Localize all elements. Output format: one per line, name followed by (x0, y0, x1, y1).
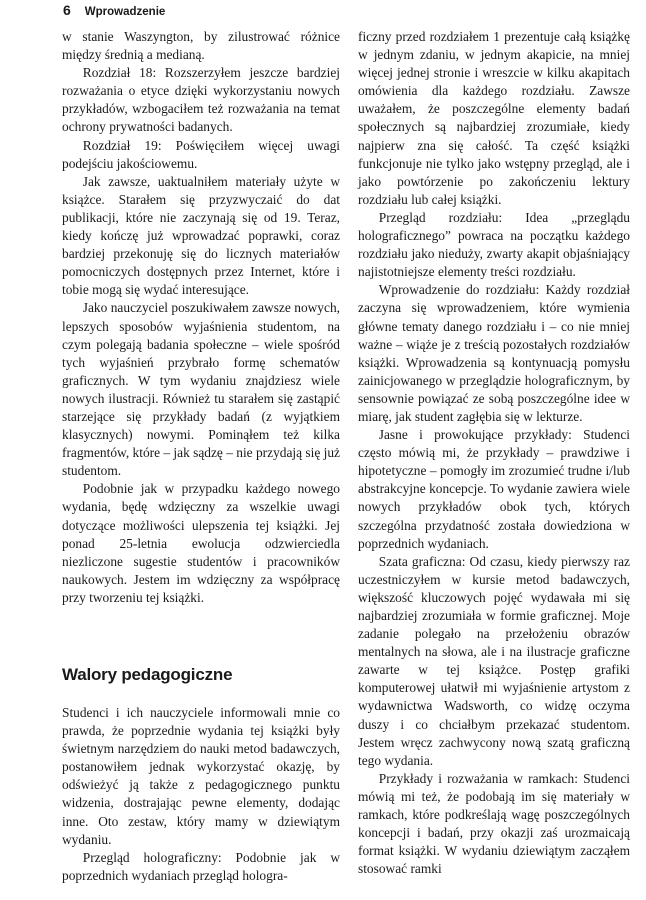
paragraph: ficzny przed rozdziałem 1 prezentuje całą książkę w jednym zdaniu, w jednym akapicie, na mniej więcej jednej stronie i wreszcie w kilku akapitach omówienia dla każdego rozdziału. Zawsze uważałem, że poszczególne elementy badań społecznych są najbardziej zrozumiałe, kiedy najpierw zna się całość. Ta część książki funkcjonuje nie tylko jako wstępny przegląd, ale i jako powtórzenie po zakończeniu lektury rozdziału lub całej książki. (358, 29, 630, 207)
paragraph: w stanie Waszyngton, by zilustrować różnice między średnią a medianą. (62, 29, 340, 63)
paragraph: Przykłady i rozważania w ramkach: Studenci mówią mi też, że podobają im się materiały w ramkach, które podkreślają wagę poszczególnych koncepcji i badań, przy okazji zaś urozmaicają format książki. W wydaniu dziewiątym zacząłem stosować ramki (358, 770, 630, 877)
paragraph: Podobnie jak w przypadku każdego nowego wydania, będę wdzięczny za wszelkie uwagi dotyczące możliwości ulepszenia tej książki. Jej ponad 25-letnia ewolucja odzwierciedla niezliczone sugestie studentów i pracowników naukowych. Jestem im wdzięczny za współpracę przy tworzeniu tej książki. (62, 481, 340, 605)
paragraph: Wprowadzenie do rozdziału: Każdy rozdział zaczyna się wprowadzeniem, które wymienia główne tematy danego rozdziału i – co nie mniej ważne – wiąże je z treścią pozostałych rozdziałów książki. Wprowadzenia są kontynuacją pomysłu zainicjowanego w przeglądzie holograficznym, by sensownie powiązać ze sobą poszczególne idee w miarę, jak student zagłębia się w lekturze. (358, 282, 630, 424)
running-head: Wprowadzenie (84, 6, 166, 18)
page-header (63, 2, 165, 20)
page-number: 6 (63, 2, 71, 18)
paragraph: Szata graficzna: Od czasu, kiedy pierwszy raz uczestniczyłem w kursie metod badawczych, większość kluczowych pojęć wydawała mi się najbardziej zrozumiała w formie graficznej. Moje zadanie polegało na przełożeniu obrazów mentalnych na słowa, ale i na ilustracje graficzne zawarte w tej książce. Postęp grafiki komputerowej ułatwił mi wyjaśnienie artystom z wydawnictwa Wadsworth, co widzę oczyma duszy i co chciałbym przekazać studentom. Jestem wręcz zachwycony nową szatą graficzną tego wydania. (358, 553, 630, 768)
paragraph: Jak zawsze, uaktualniłem materiały użyte w książce. Starałem się przyzwyczaić do dat publikacji, które nie zaczynają się od 19. Teraz, kiedy kończę już wprowadzać poprawki, coraz bardziej przekonuję się do licznych materiałów pomocniczych dostępnych przez Internet, które i tobie mogą się wydać interesujące. (62, 173, 340, 298)
paragraph: Studenci i ich nauczyciele informowali mnie co prawda, że poprzednie wydania tej książki były świetnym narzędziem do nauki metod badawczych, postanowiłem jednak wykorzystać okazję, by odświeżyć ją także z pedagogicznego punktu widzenia, dostrajając pewne elementy, dodając inne. Oto zestaw, który mamy w dziewiątym wydaniu. (62, 705, 340, 847)
paragraph: Przegląd rozdziału: Idea „przeglądu holograficznego” powraca na początku każdego rozdziału jako nieduży, zwarty akapit objaśniający najistotniejsze elementy treści rozdziału. (358, 209, 630, 280)
paragraph: Jasne i prowokujące przykłady: Studenci często mówią mi, że przykłady – prawdziwe i hipotetyczne – pomogły im zrozumieć trudne i/lub abstrakcyjne koncepcje. To wydanie zawiera wiele nowych przykładów obok tych, których szczególna przydatność została dowiedziona w poprzednich wydaniach. (358, 427, 630, 551)
paragraph: Jako nauczyciel poszukiwałem zawsze nowych, lepszych sposobów wyjaśnienia studentom, na czym polegają badania społeczne – wiele spośród tych wyjaśnień przybrało formę schematów graficznych. W tym wydaniu znajdziesz wiele nowych ilustracji. Również tu starałem się zastąpić starzejące się przykłady badań (z wyjątkiem klasycznych) nowymi. Pominąłem też kilka fragmentów, które – jak sądzę – nie przydają się już studentom. (62, 300, 340, 479)
right-column (358, 28, 630, 878)
section-heading: Walory pedagogiczne (62, 665, 233, 684)
left-column (62, 28, 340, 885)
paragraph: Rozdział 19: Poświęciłem więcej uwagi podejściu jakościowemu. (62, 137, 340, 171)
paragraph: Rozdział 18: Rozszerzyłem jeszcze bardziej rozważania o etyce dzięki wykorzystaniu nowych przykładów, wzbogaciłem też rozważania na temat ochrony prywatności badanych. (62, 65, 340, 135)
paragraph: Przegląd holograficzny: Podobnie jak w poprzednich wydaniach przegląd hologra- (62, 849, 340, 883)
